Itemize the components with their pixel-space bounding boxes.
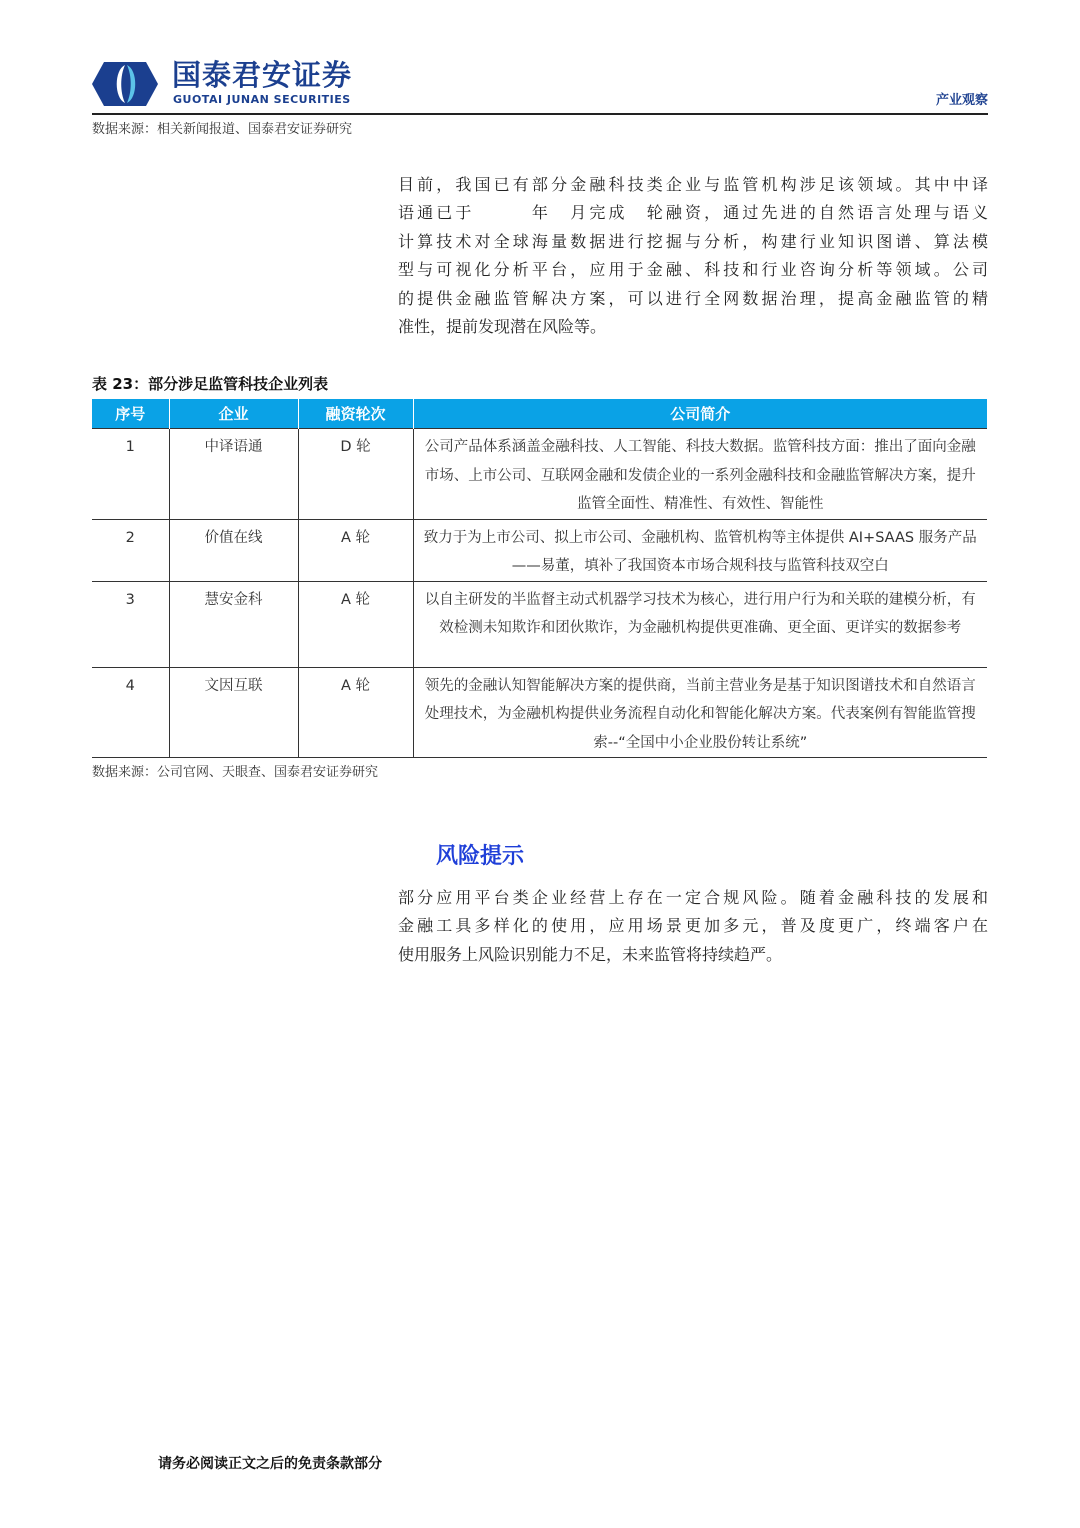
header-company: 企业 — [169, 399, 298, 429]
cell-round: A 轮 — [298, 667, 413, 758]
table-row — [92, 581, 987, 667]
regtech-companies-table — [92, 399, 987, 758]
top-source-note: 数据来源：相关新闻报道、国泰君安证券研究 — [92, 122, 353, 137]
table-caption: 表 23：部分涉足监管科技企业列表 — [92, 375, 329, 393]
text-line: 的提供金融监管解决方案，可以进行全网数据治理，提高金融监管的精 — [398, 288, 988, 308]
header-desc: 公司简介 — [413, 399, 987, 429]
cell-no: 4 — [92, 667, 169, 758]
cell-company: 价值在线 — [169, 519, 298, 581]
disclaimer-footer: 请务必阅读正文之后的免责条款部分 — [158, 1456, 382, 1472]
company-logo-icon — [92, 62, 158, 106]
header-round: 融资轮次 — [298, 399, 413, 429]
cell-no: 3 — [92, 581, 169, 667]
cell-company: 文因互联 — [169, 667, 298, 758]
text-line: 语通已于 年 月完成 轮融资，通过先进的自然语言处理与语义 — [398, 203, 988, 223]
table-header-row — [92, 399, 987, 429]
cell-company: 慧安金科 — [169, 581, 298, 667]
text-line: 部分应用平台类企业经营上存在一定合规风险。随着金融科技的发展和 — [398, 888, 988, 907]
header-divider — [92, 113, 988, 115]
text-line: 目前，我国已有部分金融科技类企业与监管机构涉足该领域。其中中译 — [398, 175, 988, 194]
text-line: 计算技术对全球海量数据进行挖掘与分析，构建行业知识图谱、算法模 — [398, 231, 988, 251]
table-row — [92, 519, 987, 581]
risk-paragraph — [398, 884, 988, 969]
cell-round: D 轮 — [298, 429, 413, 520]
cell-desc: 领先的金融认知智能解决方案的提供商，当前主营业务是基于知识图谱技术和自然语言处理技术，为金融机构提供业务流程自动化和智能化解决方案。代表案例有智能监管搜索--“全国中小企业股份转让系统” — [413, 667, 987, 758]
cell-desc: 以自主研发的半监督主动式机器学习技术为核心，进行用户行为和关联的建模分析，有效检测未知欺诈和团伙欺诈，为金融机构提供更准确、更全面、更详实的数据参考 — [413, 581, 987, 667]
cell-desc: 致力于为上市公司、拟上市公司、金融机构、监管机构等主体提供 AI+SAAS 服务产品——易董，填补了我国资本市场合规科技与监管科技双空白 — [413, 519, 987, 581]
text-line: 型与可视化分析平台，应用于金融、科技和行业咨询分析等领域。公司 — [398, 260, 988, 280]
intro-paragraph — [398, 171, 988, 341]
table-source-note: 数据来源：公司官网、天眼查、国泰君安证券研究 — [92, 765, 379, 780]
logo-text-en: GUOTAI JUNAN SECURITIES — [173, 93, 351, 106]
cell-no: 2 — [92, 519, 169, 581]
table-block — [92, 399, 987, 781]
table-row — [92, 429, 987, 520]
section-tag: 产业观察 — [935, 93, 988, 108]
risk-heading: 风险提示 — [436, 843, 525, 869]
text-line: 金融工具多样化的使用，应用场景更加多元，普及度更广，终端客户在 — [398, 916, 988, 936]
cell-company: 中译语通 — [169, 429, 298, 520]
text-line: 使用服务上风险识别能力不足，未来监管将持续趋严。 — [398, 944, 783, 964]
header-no: 序号 — [92, 399, 169, 429]
logo-text-cn: 国泰君安证券 — [172, 58, 353, 92]
cell-round: A 轮 — [298, 519, 413, 581]
cell-no: 1 — [92, 429, 169, 520]
cell-desc: 公司产品体系涵盖金融科技、人工智能、科技大数据。监管科技方面：推出了面向金融市场、上市公司、互联网金融和发债企业的一系列金融科技和金融监管解决方案，提升监管全面性、精准性、有效性、智能性 — [413, 429, 987, 520]
table-row — [92, 667, 987, 758]
cell-round: A 轮 — [298, 581, 413, 667]
text-line: 准性，提前发现潜在风险等。 — [398, 317, 607, 337]
